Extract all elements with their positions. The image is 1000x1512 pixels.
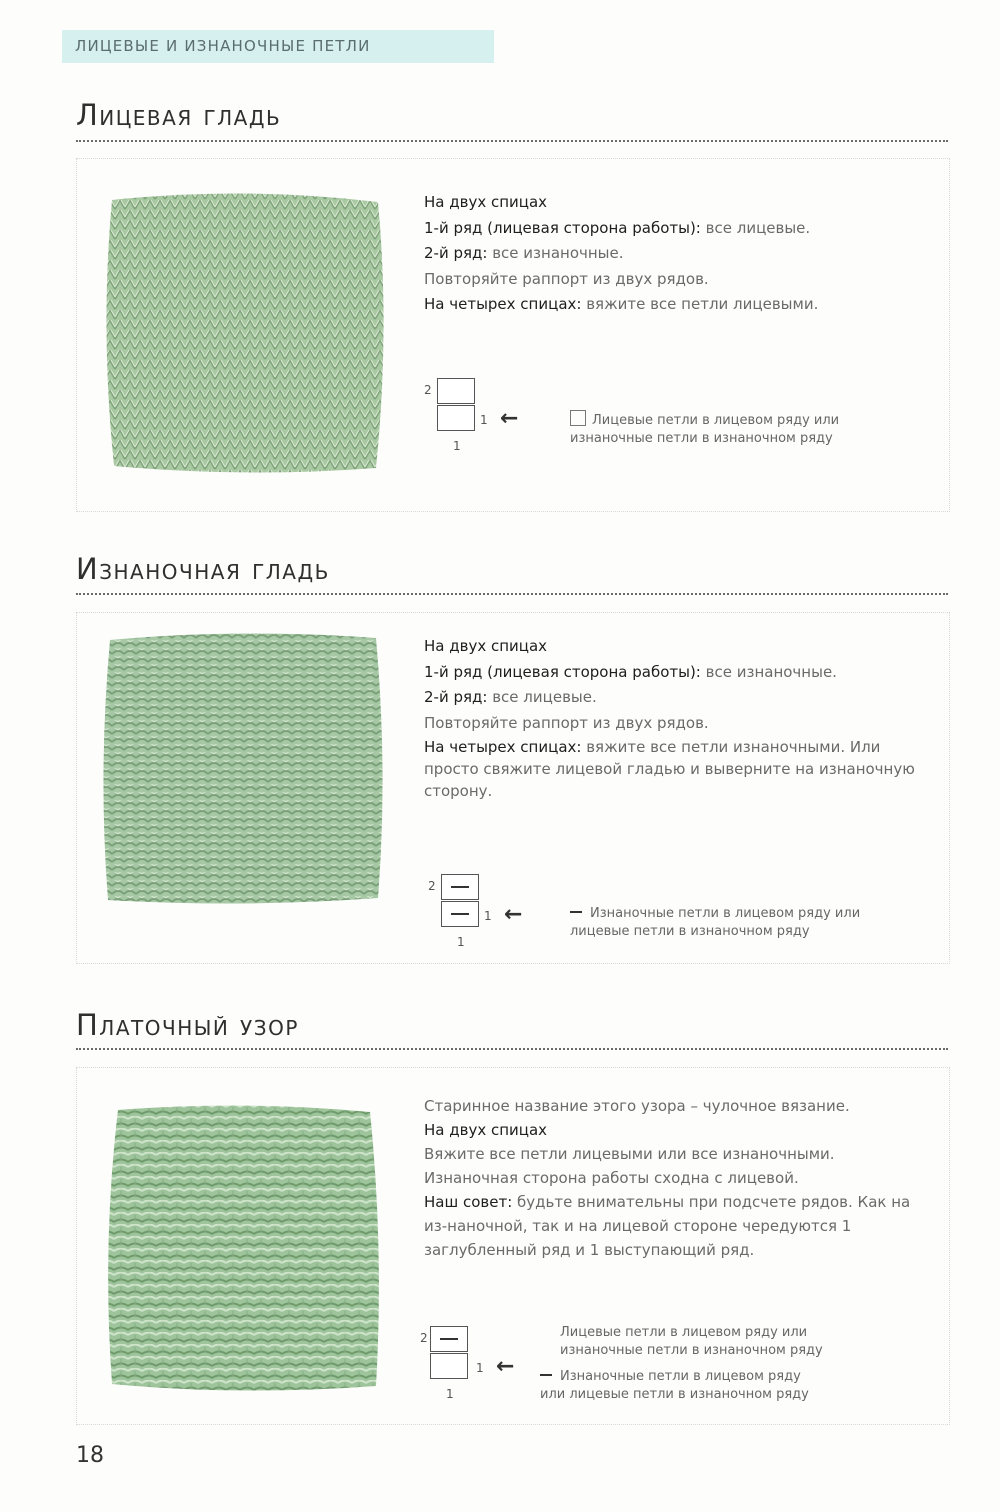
instruction-line: Повторяйте раппорт из двух рядов. xyxy=(424,713,709,732)
legend-item: Лицевые петли в лицевом ряду или изнаночные петли в изнаночном ряду xyxy=(560,1325,823,1358)
knit-swatch-stockinette xyxy=(100,190,390,475)
instructions-stockinette xyxy=(424,190,924,318)
knit-swatch-reverse-stockinette xyxy=(100,632,385,907)
arrow-left-icon: ← xyxy=(504,902,523,927)
dash-icon xyxy=(451,886,469,888)
chart-col-label: 1 xyxy=(457,935,465,949)
chapter-header-band xyxy=(62,30,494,63)
chart-row-label: 2 xyxy=(424,383,432,397)
instruction-line: На четырех спицах: вяжите все петли изнаночными. Или просто свяжите лицевой гладью и выверните на изнаночную сторону. xyxy=(424,738,915,800)
chart-cell-empty xyxy=(437,405,475,431)
chart-cell-purl xyxy=(430,1326,468,1352)
instruction-line: На двух спицах xyxy=(424,1121,548,1139)
dash-icon xyxy=(451,913,469,915)
chart-row-label: 2 xyxy=(420,1331,428,1345)
chart-col-label: 1 xyxy=(453,439,461,453)
chart-row-label: 1 xyxy=(484,909,492,923)
instruction-line: Повторяйте раппорт из двух рядов. xyxy=(424,269,709,288)
dash-icon xyxy=(570,911,582,913)
section-title-stockinette: Лицевая гладь xyxy=(76,98,282,132)
instructions-reverse-stockinette xyxy=(424,634,924,802)
chart-legend: Изнаночные петли в лицевом ряду или лицевые петли в изнаночном ряду xyxy=(570,906,861,939)
chart-row-label: 1 xyxy=(476,1361,484,1375)
instruction-line: 2-й ряд: все лицевые. xyxy=(424,688,597,706)
instruction-line: 2-й ряд: все изнаночные. xyxy=(424,244,624,262)
page-number: 18 xyxy=(76,1443,104,1468)
empty-square-icon xyxy=(570,410,586,426)
section-divider xyxy=(76,593,948,595)
chart-col-label: 1 xyxy=(446,1387,454,1401)
chart-row-label: 1 xyxy=(480,413,488,427)
instruction-line: Старинное название этого узора – чулочное вязание. xyxy=(424,1097,850,1115)
chart-legend: Лицевые петли в лицевом ряду или изнаночные петли в изнаночном ряду xyxy=(570,410,870,448)
arrow-left-icon: ← xyxy=(500,406,519,431)
section-title-garter: Платочный узор xyxy=(76,1008,299,1042)
instruction-line: 1-й ряд (лицевая сторона работы): все лицевые. xyxy=(424,218,811,237)
dash-icon xyxy=(440,1338,458,1340)
section-divider xyxy=(76,1048,948,1050)
chart-cell-purl xyxy=(441,874,479,900)
instruction-line: 1-й ряд (лицевая сторона работы): все изнаночные. xyxy=(424,662,837,681)
chart-cell-purl xyxy=(441,901,479,927)
chapter-header-label: ЛИЦЕВЫЕ И ИЗНАНОЧНЫЕ ПЕТЛИ xyxy=(75,37,371,55)
instruction-line: На двух спицах xyxy=(424,193,548,211)
dash-icon xyxy=(540,1374,552,1376)
section-title-reverse-stockinette: Изнаночная гладь xyxy=(76,552,330,586)
chart-cell-empty xyxy=(430,1353,468,1379)
knit-swatch-garter xyxy=(100,1104,385,1394)
arrow-left-icon: ← xyxy=(496,1354,515,1379)
instruction-line: Вяжите все петли лицевыми или все изнаночными. Изнаночная сторона работы сходна с лицевой. xyxy=(424,1145,835,1187)
chart-legend xyxy=(540,1324,830,1404)
instruction-line: На четырех спицах: вяжите все петли лицевыми. xyxy=(424,295,819,313)
chart-row-label: 2 xyxy=(428,879,436,893)
chart-cell-empty xyxy=(437,378,475,404)
instruction-line: Наш совет: будьте внимательны при подсчете рядов. Как на из-наночной, так и на лицевой стороне чередуются 1 заглубленный ряд и 1 выступающий ряд. xyxy=(424,1193,911,1259)
section-divider xyxy=(76,140,948,142)
instructions-garter xyxy=(424,1094,924,1262)
legend-item: Изнаночные петли в лицевом ряду или лицевые петли в изнаночном ряду xyxy=(540,1369,809,1402)
instruction-line: На двух спицах xyxy=(424,637,548,655)
